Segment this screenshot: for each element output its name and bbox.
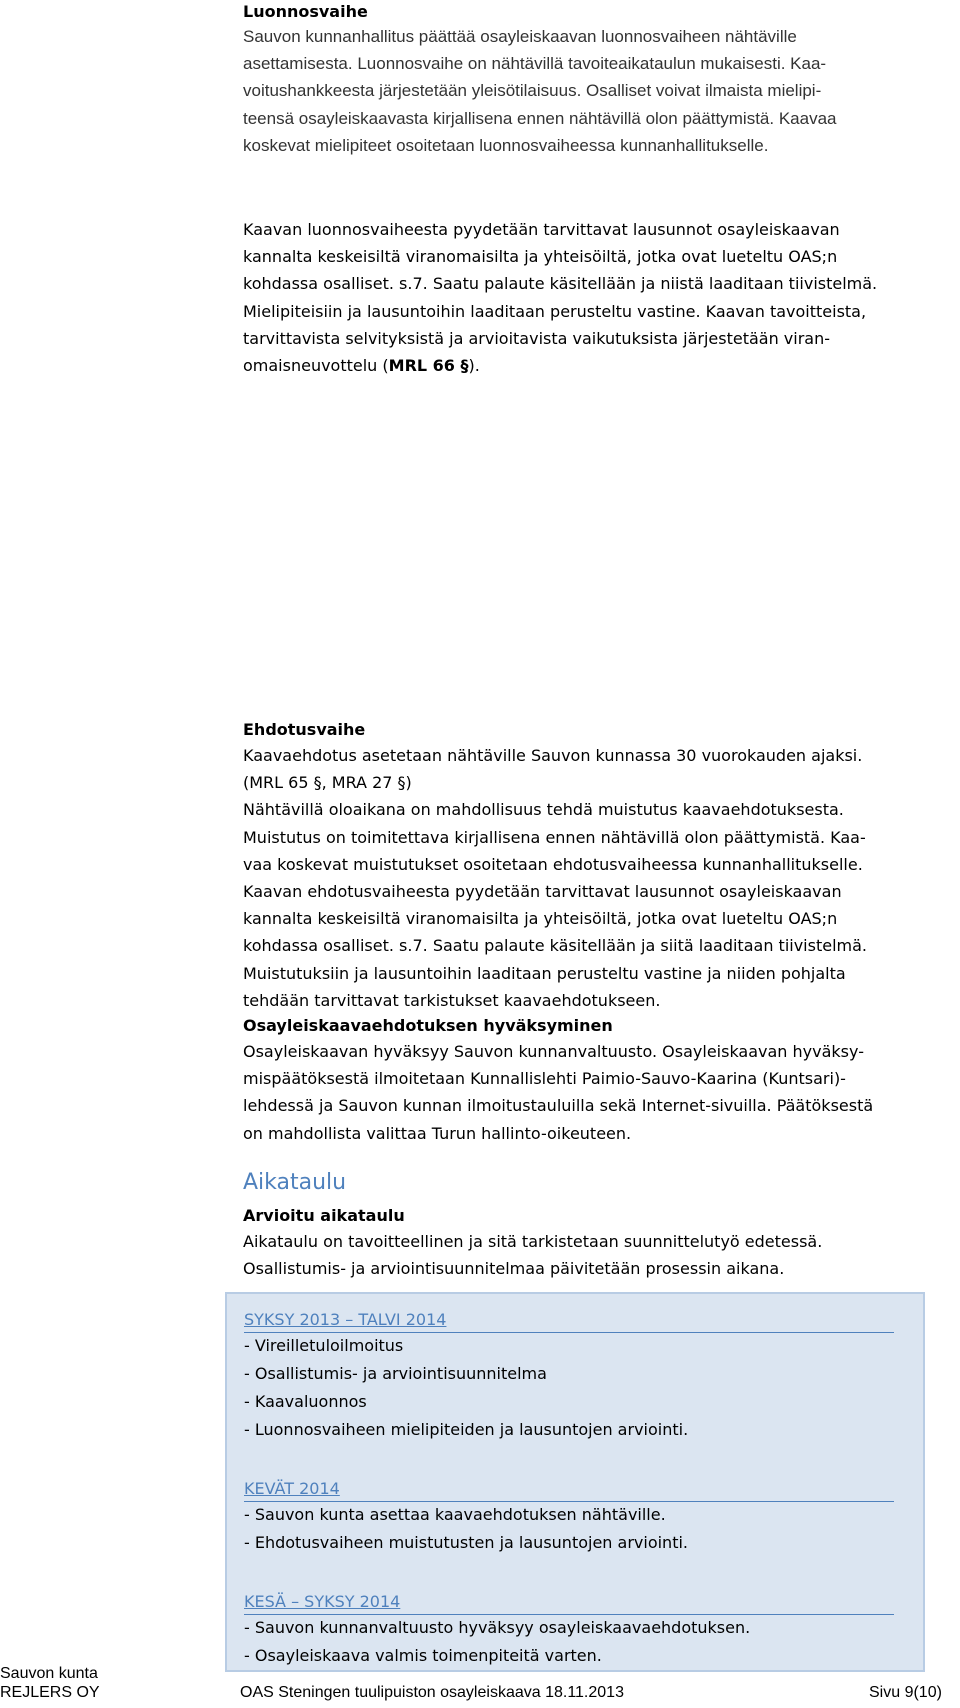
timeline-period-items <box>244 1332 688 1444</box>
text-line: Sauvon kunnanhallitus päättää osayleiskaavan luonnosvaiheen nähtäville <box>243 27 797 46</box>
text-line: vaa koskevat muistutukset osoitetaan ehdotusvaiheessa kunnanhallitukselle. <box>243 854 863 874</box>
arvioitu-aikataulu-heading: Arvioitu aikataulu <box>243 1206 405 1225</box>
luonnosvaihe-heading: Luonnosvaihe <box>243 2 368 21</box>
text-line: kohdassa osalliset. s.7. Saatu palaute käsitellään ja siitä laaditaan tiivistelmä. <box>243 936 867 956</box>
text-line: Kaavan ehdotusvaiheesta pyydetään tarvittavat lausunnot osayleiskaavan <box>243 882 842 902</box>
footer-page-number: Sivu 9(10) <box>869 1684 942 1701</box>
timeline-item: - Osayleiskaava valmis toimenpiteitä varten. <box>244 1646 602 1665</box>
text-line: lehdessä ja Sauvon kunnan ilmoitustauluilla sekä Internet-sivuilla. Päätöksestä <box>243 1096 874 1116</box>
timeline-period-heading <box>244 1477 894 1502</box>
timeline-item: - Vireilletuloilmoitus <box>244 1336 404 1355</box>
hyvaksyminen-paragraph <box>243 1038 873 1147</box>
timeline-period-items <box>244 1501 688 1557</box>
luonnosvaihe-last-line <box>243 352 480 379</box>
text-line: (MRL 65 §, MRA 27 §) <box>243 773 412 793</box>
timeline-item: - Ehdotusvaiheen muistutusten ja lausuntojen arviointi. <box>244 1533 688 1552</box>
text-line: asettamisesta. Luonnosvaihe on nähtävillä tavoiteaikataulun mukaisesti. Kaa- <box>243 54 827 74</box>
timeline-item: - Luonnosvaiheen mielipiteiden ja lausuntojen arviointi. <box>244 1420 689 1439</box>
last-line-text: omaisneuvottelu ( <box>243 356 389 375</box>
period-label: SYKSY 2013 – TALVI 2014 <box>244 1310 447 1329</box>
timeline-box <box>225 1292 925 1672</box>
text-line: Aikataulu on tavoitteellinen ja sitä tarkistetaan suunnittelutyö edetessä. <box>243 1232 823 1251</box>
period-label: KESÄ – SYKSY 2014 <box>244 1592 401 1611</box>
text-line: kannalta keskeisiltä viranomaisilta ja yhteisöiltä, jotka ovat lueteltu OAS;n <box>243 909 838 929</box>
text-line: voitushankkeesta järjestetään yleisötilaisuus. Osalliset voivat ilmaista mielipi- <box>243 81 822 101</box>
timeline-item: - Sauvon kunnanvaltuusto hyväksyy osayleiskaavaehdotuksen. <box>244 1618 751 1637</box>
text-line: teensä osayleiskaavasta kirjallisena ennen nähtävillä olon päättymistä. Kaavaa <box>243 108 837 128</box>
text-line: Muistutuksiin ja lausuntoihin laaditaan perusteltu vastine ja niiden pohjalta <box>243 963 846 983</box>
ehdotusvaihe-paragraph <box>243 742 867 1014</box>
text-line: tehdään tarvittavat tarkistukset kaavaehdotukseen. <box>243 990 661 1010</box>
text-line: kohdassa osalliset. s.7. Saatu palaute käsitellään ja niistä laaditaan tiivistelmä. <box>243 274 878 294</box>
text-line: Osayleiskaavan hyväksyy Sauvon kunnanvaltuusto. Osayleiskaavan hyväksy- <box>243 1042 864 1061</box>
timeline-period-items <box>244 1614 750 1670</box>
text-line: Kaavan luonnosvaiheesta pyydetään tarvittavat lausunnot osayleiskaavan <box>243 220 840 239</box>
text-line: Mielipiteisiin ja lausuntoihin laaditaan perusteltu vastine. Kaavan tavoitteista, <box>243 301 867 321</box>
text-line: koskevat mielipiteet osoitetaan luonnosvaiheessa kunnanhallitukselle. <box>243 135 769 155</box>
luonnosvaihe-paragraph <box>243 23 836 159</box>
timeline-item: - Osallistumis- ja arviointisuunnitelma <box>244 1364 547 1383</box>
aikataulu-title: Aikataulu <box>243 1170 347 1195</box>
text-line: Muistutus on toimitettava kirjallisena ennen nähtävillä olon päättymistä. Kaa- <box>243 827 866 847</box>
footer-company: REJLERS OY <box>0 1684 100 1701</box>
timeline-period-heading <box>244 1590 894 1615</box>
ehdotusvaihe-heading: Ehdotusvaihe <box>243 720 366 739</box>
luonnosvaihe-lausunnot-paragraph <box>243 216 877 352</box>
text-line: on mahdollista valittaa Turun hallinto-oikeuteen. <box>243 1123 632 1143</box>
text-line: kannalta keskeisiltä viranomaisilta ja yhteisöiltä, jotka ovat lueteltu OAS;n <box>243 247 838 267</box>
footer-municipality: Sauvon kunta <box>0 1665 98 1682</box>
last-line-end: ). <box>468 356 480 375</box>
timeline-period-heading <box>244 1308 894 1333</box>
text-line: Osallistumis- ja arviointisuunnitelmaa päivitetään prosessin aikana. <box>243 1259 785 1279</box>
period-label: KEVÄT 2014 <box>244 1479 340 1498</box>
text-line: Nähtävillä oloaikana on mahdollisuus tehdä muistutus kaavaehdotuksesta. <box>243 800 844 820</box>
timeline-item: - Sauvon kunta asettaa kaavaehdotuksen nähtäville. <box>244 1505 666 1524</box>
mrl-reference: MRL 66 § <box>388 356 469 375</box>
text-line: Kaavaehdotus asetetaan nähtäville Sauvon kunnassa 30 vuorokauden ajaksi. <box>243 746 863 765</box>
hyvaksyminen-heading: Osayleiskaavaehdotuksen hyväksyminen <box>243 1016 613 1035</box>
aikataulu-paragraph <box>243 1228 822 1282</box>
timeline-item: - Kaavaluonnos <box>244 1392 367 1411</box>
text-line: mispäätöksestä ilmoitetaan Kunnallislehti Paimio-Sauvo-Kaarina (Kuntsari)- <box>243 1069 846 1089</box>
text-line: tarvittavista selvityksistä ja arvioitavista vaikutuksista järjestetään viran- <box>243 328 831 348</box>
footer-document-title: OAS Steningen tuulipuiston osayleiskaava 18.11.2013 <box>240 1684 624 1701</box>
